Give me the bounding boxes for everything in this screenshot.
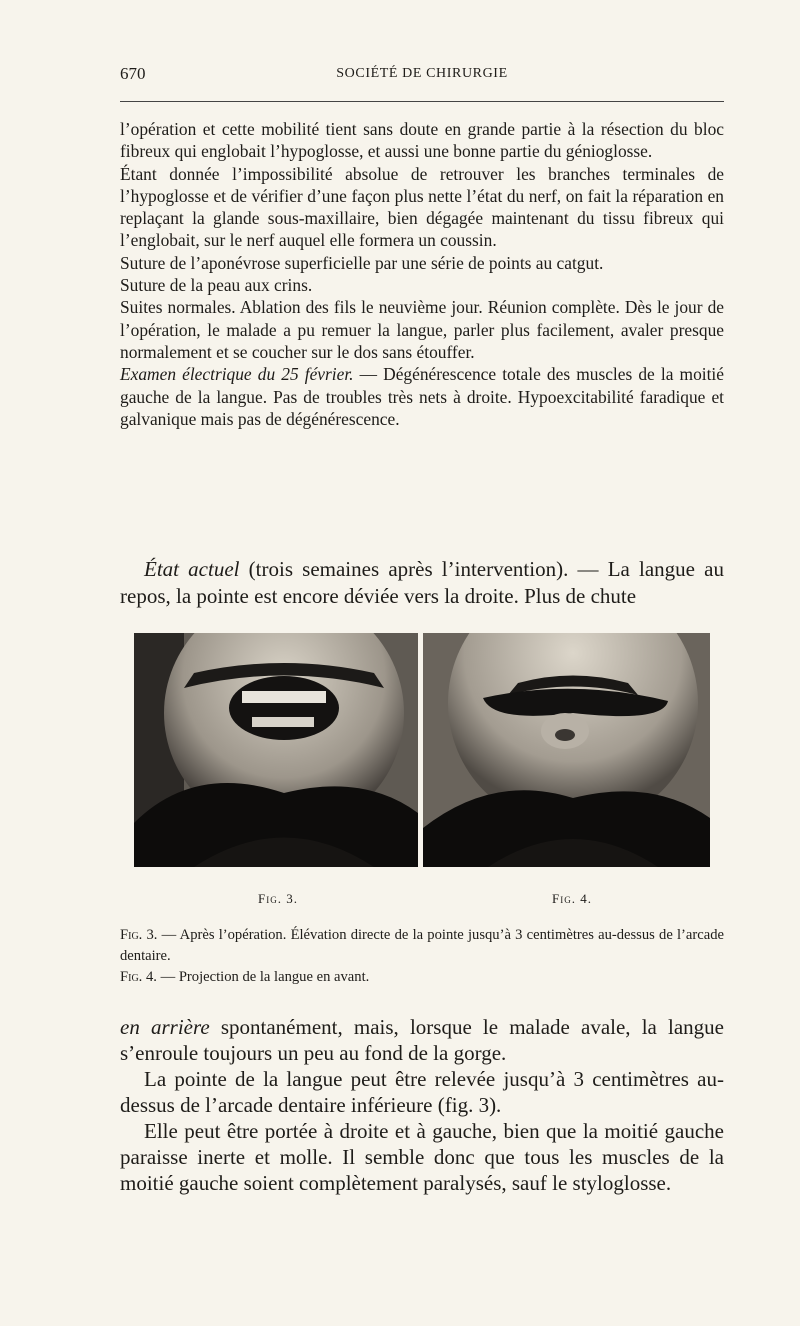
main-text-block-2: [120, 1014, 724, 1196]
paragraph: La pointe de la langue peut être relevée jusqu’à 3 centimètres au-dessus de l’arcade dentaire inférieure (fig. 3).: [120, 1067, 724, 1117]
caption-fig4: [120, 967, 724, 988]
caption-label: Fig. 4.: [120, 969, 157, 985]
page-header: [120, 64, 724, 88]
paragraph: [120, 363, 724, 430]
figure-3-photo: [134, 633, 418, 867]
italic-lead: Examen électrique du 25 février.: [120, 364, 354, 385]
small-text-block: [120, 118, 724, 430]
paragraph: [120, 1014, 724, 1066]
italic-lead: en arrière: [120, 1015, 210, 1039]
paragraph: Elle peut être portée à droite et à gauche, bien que la moitié gauche paraisse inerte et molle. Il semble donc que tous les muscles de la moitié gauche soient complètement paralysés, sauf le styloglosse.: [120, 1119, 724, 1195]
paragraph: Suture de l’aponévrose superficielle par une série de points au catgut.: [120, 252, 604, 273]
caption-fig3: [120, 925, 724, 967]
paragraph: Suites normales. Ablation des fils le neuvième jour. Réunion complète. Dès le jour de l’opération, le malade a pu remuer la langue, parler plus facilement, avaler presque normalement et se coucher sur le dos sans étouffer.: [120, 297, 724, 362]
page-number: 670: [120, 64, 146, 83]
paragraph-rest: — Dégénérescence totale des muscles de la moitié gauche de la langue. Pas de troubles très nets à droite. Hypoexcitabilité faradique et galvanique mais pas de dégénérescence.: [120, 364, 724, 429]
figure-4-image: [423, 633, 710, 867]
paragraph: Suture de la peau aux crins.: [120, 275, 313, 296]
figure-plates: [134, 633, 710, 867]
figure-4-photo: [423, 633, 710, 867]
paragraph: l’opération et cette mobilité tient sans doute en grande partie à la résection du bloc fibreux qui englobait l’hypoglosse, et aussi une bonne partie du génioglosse.: [120, 119, 724, 162]
header-rule: [120, 101, 724, 102]
caption-label: Fig. 3.: [120, 927, 158, 943]
paragraph-rest: spontanément, mais, lorsque le malade avale, la langue s’enroule toujours un peu au fond de la gorge.: [120, 1015, 724, 1065]
paragraph: Étant donnée l’impossibilité absolue de retrouver les branches terminales de l’hypoglosse et de vérifier d’une façon plus nette l’état du nerf, on fait la réparation en replaçant la glande sous-maxillaire, bien dégagée maintenant du tissu fibreux qui l’englobait, sur le nerf auquel elle formera un coussin.: [120, 163, 724, 251]
caption-text: — Après l’opération. Élévation directe de la pointe jusqu’à 3 centimètres au-dessus de l’arcade dentaire.: [120, 927, 724, 964]
paragraph: [120, 556, 724, 610]
paragraph-rest: (trois semaines après l’intervention). — La langue au repos, la pointe est encore déviée vers la droite. Plus de chute: [120, 557, 724, 608]
italic-lead: État actuel: [144, 557, 240, 581]
main-text-block-1: [120, 556, 724, 610]
figure-3-label: Fig. 3.: [258, 891, 298, 906]
figure-captions: [120, 925, 724, 988]
figure-4-label: Fig. 4.: [552, 891, 592, 906]
figure-3-image: [134, 633, 418, 867]
caption-text: — Projection de la langue en avant.: [156, 969, 370, 985]
running-head: SOCIÉTÉ DE CHIRURGIE: [336, 66, 508, 81]
